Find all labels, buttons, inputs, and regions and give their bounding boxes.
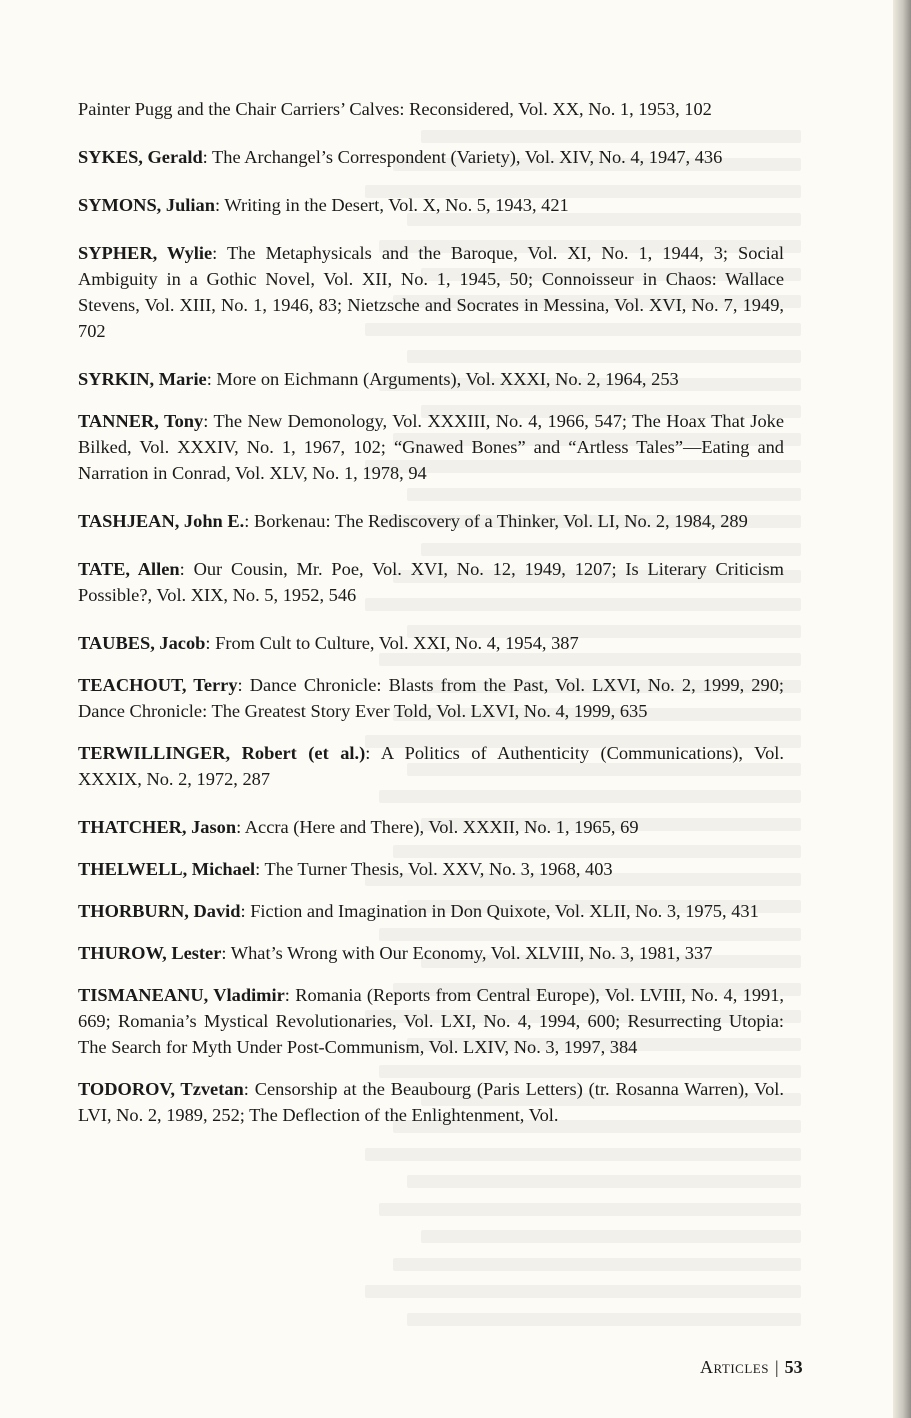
entry-author: TISMANEANU, Vladimir [78, 985, 285, 1005]
index-entry [78, 982, 784, 1060]
entry-citations: : The Metaphysicals and the Baroque, Vol. XI, No. 1, 1944, 3; Social Ambiguity in a Gothic Novel, Vol. XII, No. 1, 1945, 50; Connoisseur in Chaos: Wallace Stevens, Vol. XIII, No. 1, 1946, 83; Nietzsche and Socrates in Messina, Vol. XVI, No. 7, 1949, 702 [78, 243, 784, 341]
index-entry [78, 96, 784, 122]
index-entry [78, 898, 784, 924]
entry-author: TEACHOUT, Terry [78, 675, 238, 695]
bleed-through-line [365, 1285, 801, 1298]
bleed-through-line [407, 1313, 801, 1326]
index-entry [78, 814, 784, 840]
entry-citations: : The Archangel’s Correspondent (Variety), Vol. XIV, No. 4, 1947, 436 [202, 147, 723, 167]
entry-author: SYKES, Gerald [78, 147, 203, 167]
entry-citations: : What’s Wrong with Our Economy, Vol. XLVIII, No. 3, 1981, 337 [221, 943, 713, 963]
page-footer [700, 1357, 803, 1378]
page-spine-shadow [893, 0, 911, 1418]
entry-author: TASHJEAN, John E. [78, 511, 245, 531]
entry-author: THUROW, Lester [78, 943, 222, 963]
entry-author: TAUBES, Jacob [78, 633, 206, 653]
entry-citations: : Romania (Reports from Central Europe), Vol. LVIII, No. 4, 1991, 669; Romania’s Mystical Revolutionaries, Vol. LXI, No. 4, 1994, 600; Resurrecting Utopia: The Search for Myth Under Post-Communism, Vol. LXIV, No. 3, 1997, 384 [78, 985, 785, 1057]
index-entry [78, 508, 784, 534]
index-entry [78, 940, 784, 966]
entry-author: TERWILLINGER, Robert (et al.) [78, 743, 366, 763]
entry-citations: : More on Eichmann (Arguments), Vol. XXXI, No. 2, 1964, 253 [206, 369, 679, 389]
entry-author: TATE, Allen [78, 559, 180, 579]
index-entry [78, 1076, 784, 1128]
entry-author: TANNER, Tony [78, 411, 204, 431]
entry-author: SYPHER, Wylie [78, 243, 213, 263]
entry-citations: : Accra (Here and There), Vol. XXXII, No. 1, 1965, 69 [236, 817, 639, 837]
entry-citations: : Our Cousin, Mr. Poe, Vol. XVI, No. 12, 1949, 1207; Is Literary Criticism Possible?, Vol. XIX, No. 5, 1952, 546 [78, 559, 784, 605]
entry-citations: : Censorship at the Beaubourg (Paris Letters) (tr. Rosanna Warren), Vol. LVI, No. 2, 1989, 252; The Deflection of the Enlightenment, Vol. [78, 1079, 784, 1125]
bleed-through-line [393, 1258, 801, 1271]
index-entries [78, 96, 784, 1144]
entry-citations: : Dance Chronicle: Blasts from the Past, Vol. LXVI, No. 2, 1999, 290; Dance Chronicle: The Greatest Story Ever Told, Vol. LXVI, No. 4, 1999, 635 [78, 675, 784, 721]
index-entry [78, 366, 784, 392]
bleed-through-line [421, 1230, 801, 1243]
index-entry [78, 856, 784, 882]
entry-citations: Painter Pugg and the Chair Carriers’ Calves: Reconsidered, Vol. XX, No. 1, 1953, 102 [78, 99, 712, 119]
bleed-through-line [407, 1175, 801, 1188]
footer-section-label: Articles [700, 1357, 769, 1377]
entry-author: TODOROV, Tzvetan [78, 1079, 244, 1099]
bleed-through-line [365, 1148, 801, 1161]
bleed-through-line [379, 1203, 801, 1216]
entry-citations: : Borkenau: The Rediscovery of a Thinker, Vol. LI, No. 2, 1984, 289 [244, 511, 748, 531]
index-entry [78, 556, 784, 608]
index-entry [78, 192, 784, 218]
entry-citations: : From Cult to Culture, Vol. XXI, No. 4, 1954, 387 [205, 633, 579, 653]
index-entry [78, 240, 784, 344]
index-entry [78, 672, 784, 724]
index-entry [78, 740, 784, 792]
page-number: 53 [784, 1357, 803, 1377]
entry-citations: : The New Demonology, Vol. XXXIII, No. 4, 1966, 547; The Hoax That Joke Bilked, Vol. XXXIV, No. 1, 1967, 102; “Gnawed Bones” and “Artless Tales”—Eating and Narration in Conrad, Vol. XLV, No. 1, 1978, 94 [78, 411, 785, 483]
index-entry [78, 408, 784, 486]
entry-author: SYRKIN, Marie [78, 369, 207, 389]
entry-citations: : The Turner Thesis, Vol. XXV, No. 3, 1968, 403 [255, 859, 613, 879]
entry-author: THORBURN, David [78, 901, 241, 921]
entry-citations: : Fiction and Imagination in Don Quixote, Vol. XLII, No. 3, 1975, 431 [240, 901, 759, 921]
index-entry [78, 630, 784, 656]
entry-citations: : A Politics of Authenticity (Communications), Vol. XXXIX, No. 2, 1972, 287 [78, 743, 784, 789]
index-entry [78, 144, 784, 170]
entry-author: THATCHER, Jason [78, 817, 237, 837]
entry-author: SYMONS, Julian [78, 195, 215, 215]
entry-citations: : Writing in the Desert, Vol. X, No. 5, 1943, 421 [214, 195, 569, 215]
entry-author: THELWELL, Michael [78, 859, 256, 879]
footer-separator: | [774, 1357, 779, 1377]
